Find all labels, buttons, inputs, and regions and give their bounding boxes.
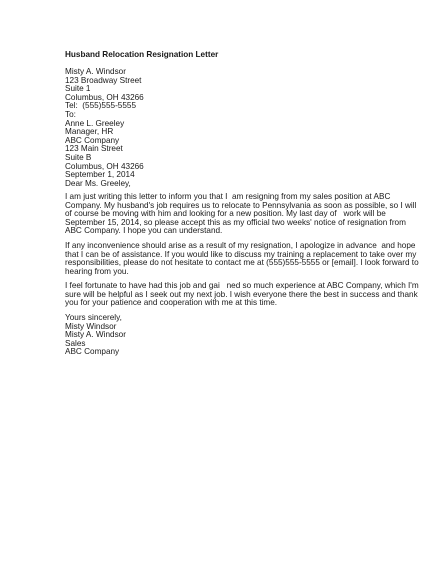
letter-closing [65,314,126,357]
paragraph-line: sure will be helpful as I seek out my next job. I wish everyone there the best in success and thank [65,289,418,299]
signer-company: ABC Company [65,347,120,357]
signer-department: Sales [65,338,86,348]
signature-name: Misty Windsor [65,321,117,331]
sender-phone: Tel: (555)555-5555 [65,101,137,111]
paragraph-line: Company. My husband's job requires us to relocate to Pennsylvania as soon as possible, so I will [65,200,417,210]
to-label: To: [65,109,76,119]
paragraph-line: of course be moving with him and looking for a new position. My last day of work will be [65,209,386,219]
recipient-name: Anne L. Greeley [65,118,125,128]
closing-phrase: Yours sincerely, [65,313,122,322]
sender-street: 123 Broadway Street [65,75,142,85]
paragraph-line: ABC Company. I hope you can understand. [65,226,223,236]
paragraph-line: September 15, 2014, so please accept this as my official two weeks' notice of resignation from [65,217,406,227]
recipient-city: Columbus, OH 43266 [65,161,144,171]
paragraph-2 [65,242,419,276]
salutation: Dear Ms. Greeley, [65,178,131,188]
signer-full-name: Misty A. Windsor [65,330,126,340]
letter-header [65,68,144,188]
recipient-title: Manager, HR [65,127,114,137]
paragraph-line: that I can be of assistance. If you would like to discuss my training a replacement to take over my [65,249,417,259]
paragraph-line: If any inconvenience should arise as a result of my resignation, I apologize in advance and hope [65,241,416,250]
paragraph-line: I feel fortunate to have had this job and gai ned so much experience at ABC Company, which I'm [65,281,419,290]
paragraph-line: I am just writing this letter to inform you that I am resigning from my sales position at ABC [65,192,391,201]
sender-suite: Suite 1 [65,84,91,94]
sender-city: Columbus, OH 43266 [65,92,144,102]
document-title: Husband Relocation Resignation Letter [65,50,219,59]
paragraph-line: responsibilities, please do not hesitate to contact me at (555)555-5555 or [email]. I look forward to [65,258,419,268]
paragraph-3 [65,282,419,308]
paragraph-line: you for your patience and cooperation with me at this time. [65,298,278,308]
paragraph-1 [65,193,416,236]
sender-name: Misty A. Windsor [65,67,126,76]
recipient-company: ABC Company [65,135,120,145]
recipient-suite: Suite B [65,152,92,162]
paragraph-line: hearing from you. [65,266,129,276]
letter-date: September 1, 2014 [65,170,135,180]
recipient-street: 123 Main Street [65,144,123,154]
